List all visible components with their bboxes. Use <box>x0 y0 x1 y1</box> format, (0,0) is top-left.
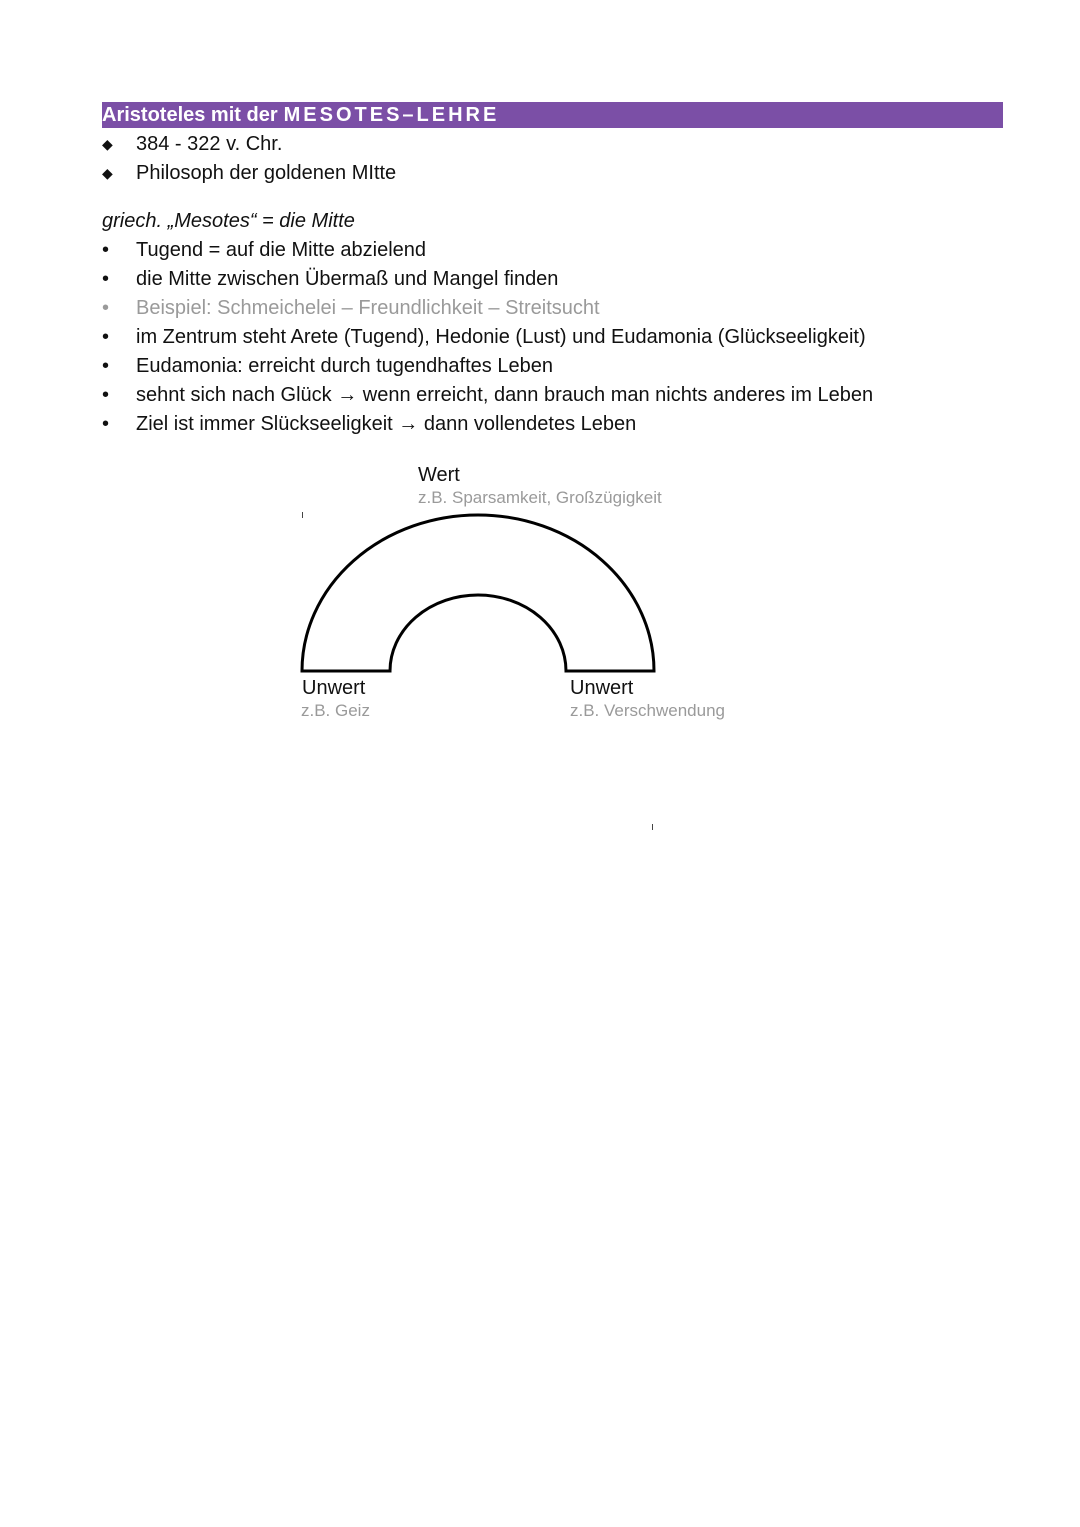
diagram-right-example: z.B. Verschwendung <box>570 701 725 720</box>
fact-item: Philosoph der goldenen MItte <box>136 162 397 184</box>
dot-bullet-icon: • <box>102 239 110 261</box>
diagram-right-label: Unwert <box>570 677 634 699</box>
diagram-top-example: z.B. Sparsamkeit, Großzügigkeit <box>418 488 662 507</box>
diagram-left-example: z.B. Geiz <box>301 701 370 720</box>
diagram-top-label: Wert <box>418 464 460 486</box>
diamond-bullet-icon: ◆ <box>102 165 113 181</box>
dot-bullet-icon: • <box>102 326 110 348</box>
list-item: die Mitte zwischen Übermaß und Mangel finden <box>136 268 559 290</box>
diamond-bullet-icon: ◆ <box>102 136 113 152</box>
list-item: Ziel ist immer Slückseeligkeit → dann vollendetes Leben <box>136 413 637 435</box>
list-item: Tugend = auf die Mitte abzielend <box>136 239 427 261</box>
list-item: sehnt sich nach Glück → wenn erreicht, dann brauch man nichts anderes im Leben <box>136 384 874 406</box>
title-spaced: MESOTES–LEHRE <box>283 104 500 126</box>
diagram-left-label: Unwert <box>302 677 366 699</box>
list-item-example: Beispiel: Schmeichelei – Freundlichkeit – Streitsucht <box>136 297 600 319</box>
list-item: im Zentrum steht Arete (Tugend), Hedonie (Lust) und Eudamonia (Glückseeligkeit) <box>136 326 866 348</box>
dot-bullet-icon: • <box>102 297 110 319</box>
mesotes-diagram <box>290 460 790 730</box>
section-title <box>102 102 1003 128</box>
dot-bullet-icon: • <box>102 384 110 406</box>
dot-bullet-icon: • <box>102 355 110 377</box>
fact-item: 384 - 322 v. Chr. <box>136 133 283 155</box>
title-main: Aristoteles mit der <box>102 104 278 126</box>
subheading: griech. „Mesotes“ = die Mitte <box>102 210 355 232</box>
list-item: Eudamonia: erreicht durch tugendhaftes Leben <box>136 355 553 377</box>
dot-bullet-icon: • <box>102 413 110 435</box>
dot-bullet-icon: • <box>102 268 110 290</box>
tick-mark <box>652 824 653 830</box>
